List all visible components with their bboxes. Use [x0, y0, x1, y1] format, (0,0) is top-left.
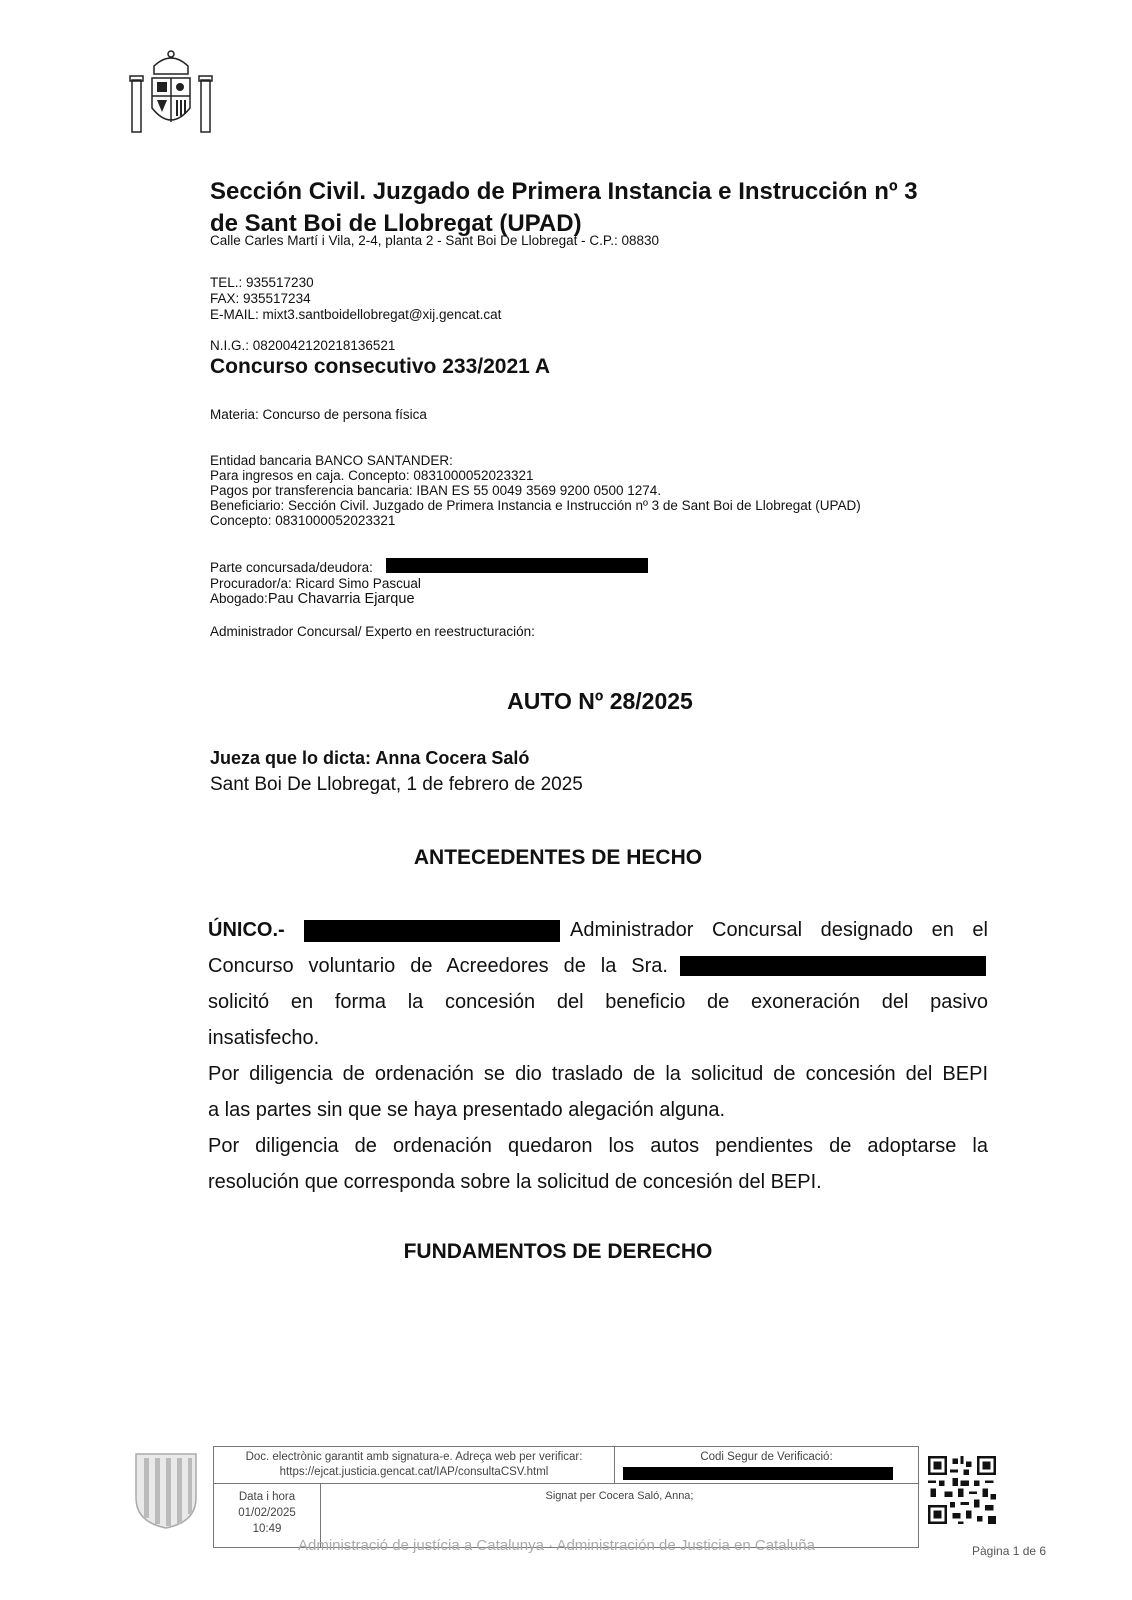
- case-number: Concurso consecutivo 233/2021 A: [210, 355, 551, 378]
- page-number: Pàgina 1 de 6: [972, 1544, 1047, 1558]
- spain-coat-of-arms-logo: [128, 46, 214, 138]
- beneficiary: Beneficiario: Sección Civil. Juzgado de Primera Instancia e Instrucción nº 3 de Sant Boi de Llobregat (UPAD): [210, 498, 861, 513]
- materia: Materia: Concurso de persona física: [210, 407, 427, 422]
- debtor-label: Parte concursada/deudora:: [210, 560, 373, 575]
- judge: Jueza que lo dicta: Anna Cocera Saló: [210, 748, 530, 768]
- redacted-debtor-name: [386, 558, 648, 573]
- fundamentos-title: FUNDAMENTOS DE DERECHO: [403, 1240, 713, 1263]
- abogado-name: Pau Chavarria Ejarque: [267, 591, 415, 607]
- concept: Concepto: 0831000052023321: [210, 513, 396, 528]
- qr-code[interactable]: [928, 1456, 996, 1524]
- unico-line1-rest: Administrador Concursal designado en el: [570, 919, 988, 941]
- unico-line7: Por diligencia de ordenación quedaron los autos pendientes de adoptarse la: [208, 1135, 988, 1157]
- doc-url[interactable]: https://ejcat.justicia.gencat.cat/IAP/consultaCSV.html: [279, 1466, 549, 1478]
- phone: TEL.: 935517230: [210, 275, 314, 290]
- time-value: 10:49: [252, 1523, 282, 1535]
- antecedentes-title: ANTECEDENTES DE HECHO: [413, 846, 703, 869]
- unico-line8: resolución que corresponda sobre la solicitud de concesión del BEPI.: [208, 1171, 822, 1193]
- abogado: [210, 591, 415, 607]
- unico-line6: a las partes sin que se haya presentado alegación alguna.: [208, 1099, 726, 1121]
- bank-entity: Entidad bancaria BANCO SANTANDER:: [210, 453, 453, 468]
- date-value: 01/02/2025: [238, 1507, 296, 1519]
- court-heading-line2: de Sant Boi de Llobregat (UPAD): [210, 210, 582, 237]
- unico-line5: Por diligencia de ordenación se dio traslado de la solicitud de concesión del BEPI: [208, 1063, 988, 1085]
- unico-line3: solicitó en forma la concesión del beneficio de exoneración del pasivo: [208, 991, 988, 1013]
- bank-cash: Para ingresos en caja. Concepto: 0831000052023321: [210, 468, 534, 483]
- bank-transfer: Pagos por transferencia bancaria: IBAN ES 55 0049 3569 9200 0500 1274.: [210, 483, 662, 498]
- fax: FAX: 935517234: [210, 291, 311, 306]
- court-address: Calle Carles Martí i Vila, 2-4, planta 2 - Sant Boi De Llobregat - C.P.: 08830: [210, 233, 659, 248]
- csv-cell: [615, 1447, 918, 1484]
- unico-line4: insatisfecho.: [208, 1027, 320, 1049]
- email: E-MAIL: mixt3.santboidellobregat@xij.gencat.cat: [210, 307, 502, 322]
- catalonia-justice-logo: [130, 1450, 202, 1530]
- court-heading: [210, 176, 970, 240]
- signed-by: Signat per Cocera Saló, Anna;: [545, 1490, 694, 1502]
- redacted-csv-code: [623, 1467, 893, 1480]
- abogado-label: Abogado:: [210, 591, 268, 606]
- date-label: Data i hora: [238, 1491, 296, 1503]
- administrator-label: Administrador Concursal/ Experto en reestructuración:: [210, 624, 535, 639]
- place-date: Sant Boi De Llobregat, 1 de febrero de 2025: [210, 774, 583, 795]
- doc-line1: Doc. electrònic garantit amb signatura-e. Adreça web per verificar:: [245, 1451, 583, 1463]
- auto-title: AUTO Nº 28/2025: [507, 688, 693, 714]
- verification-box: [213, 1446, 919, 1548]
- nig: N.I.G.: 0820042120218136521: [210, 338, 396, 353]
- csv-label: Codi Segur de Verificació:: [700, 1451, 833, 1463]
- court-heading-line1: Sección Civil. Juzgado de Primera Instancia e Instrucción nº 3: [210, 178, 918, 205]
- procurador: Procurador/a: Ricard Simo Pascual: [210, 576, 421, 591]
- unico-line2: Concurso voluntario de Acreedores de la Sra.: [208, 955, 668, 977]
- doc-verification-cell: [214, 1447, 615, 1484]
- antecedentes-body: [208, 912, 988, 1200]
- administration-footer: Administració de justícia a Catalunya · Administración de Justicia en Cataluña: [298, 1537, 815, 1554]
- unico-label: ÚNICO.-: [208, 919, 285, 941]
- redacted-debtor-name-2: [680, 956, 986, 976]
- redacted-administrator-name: [304, 920, 560, 942]
